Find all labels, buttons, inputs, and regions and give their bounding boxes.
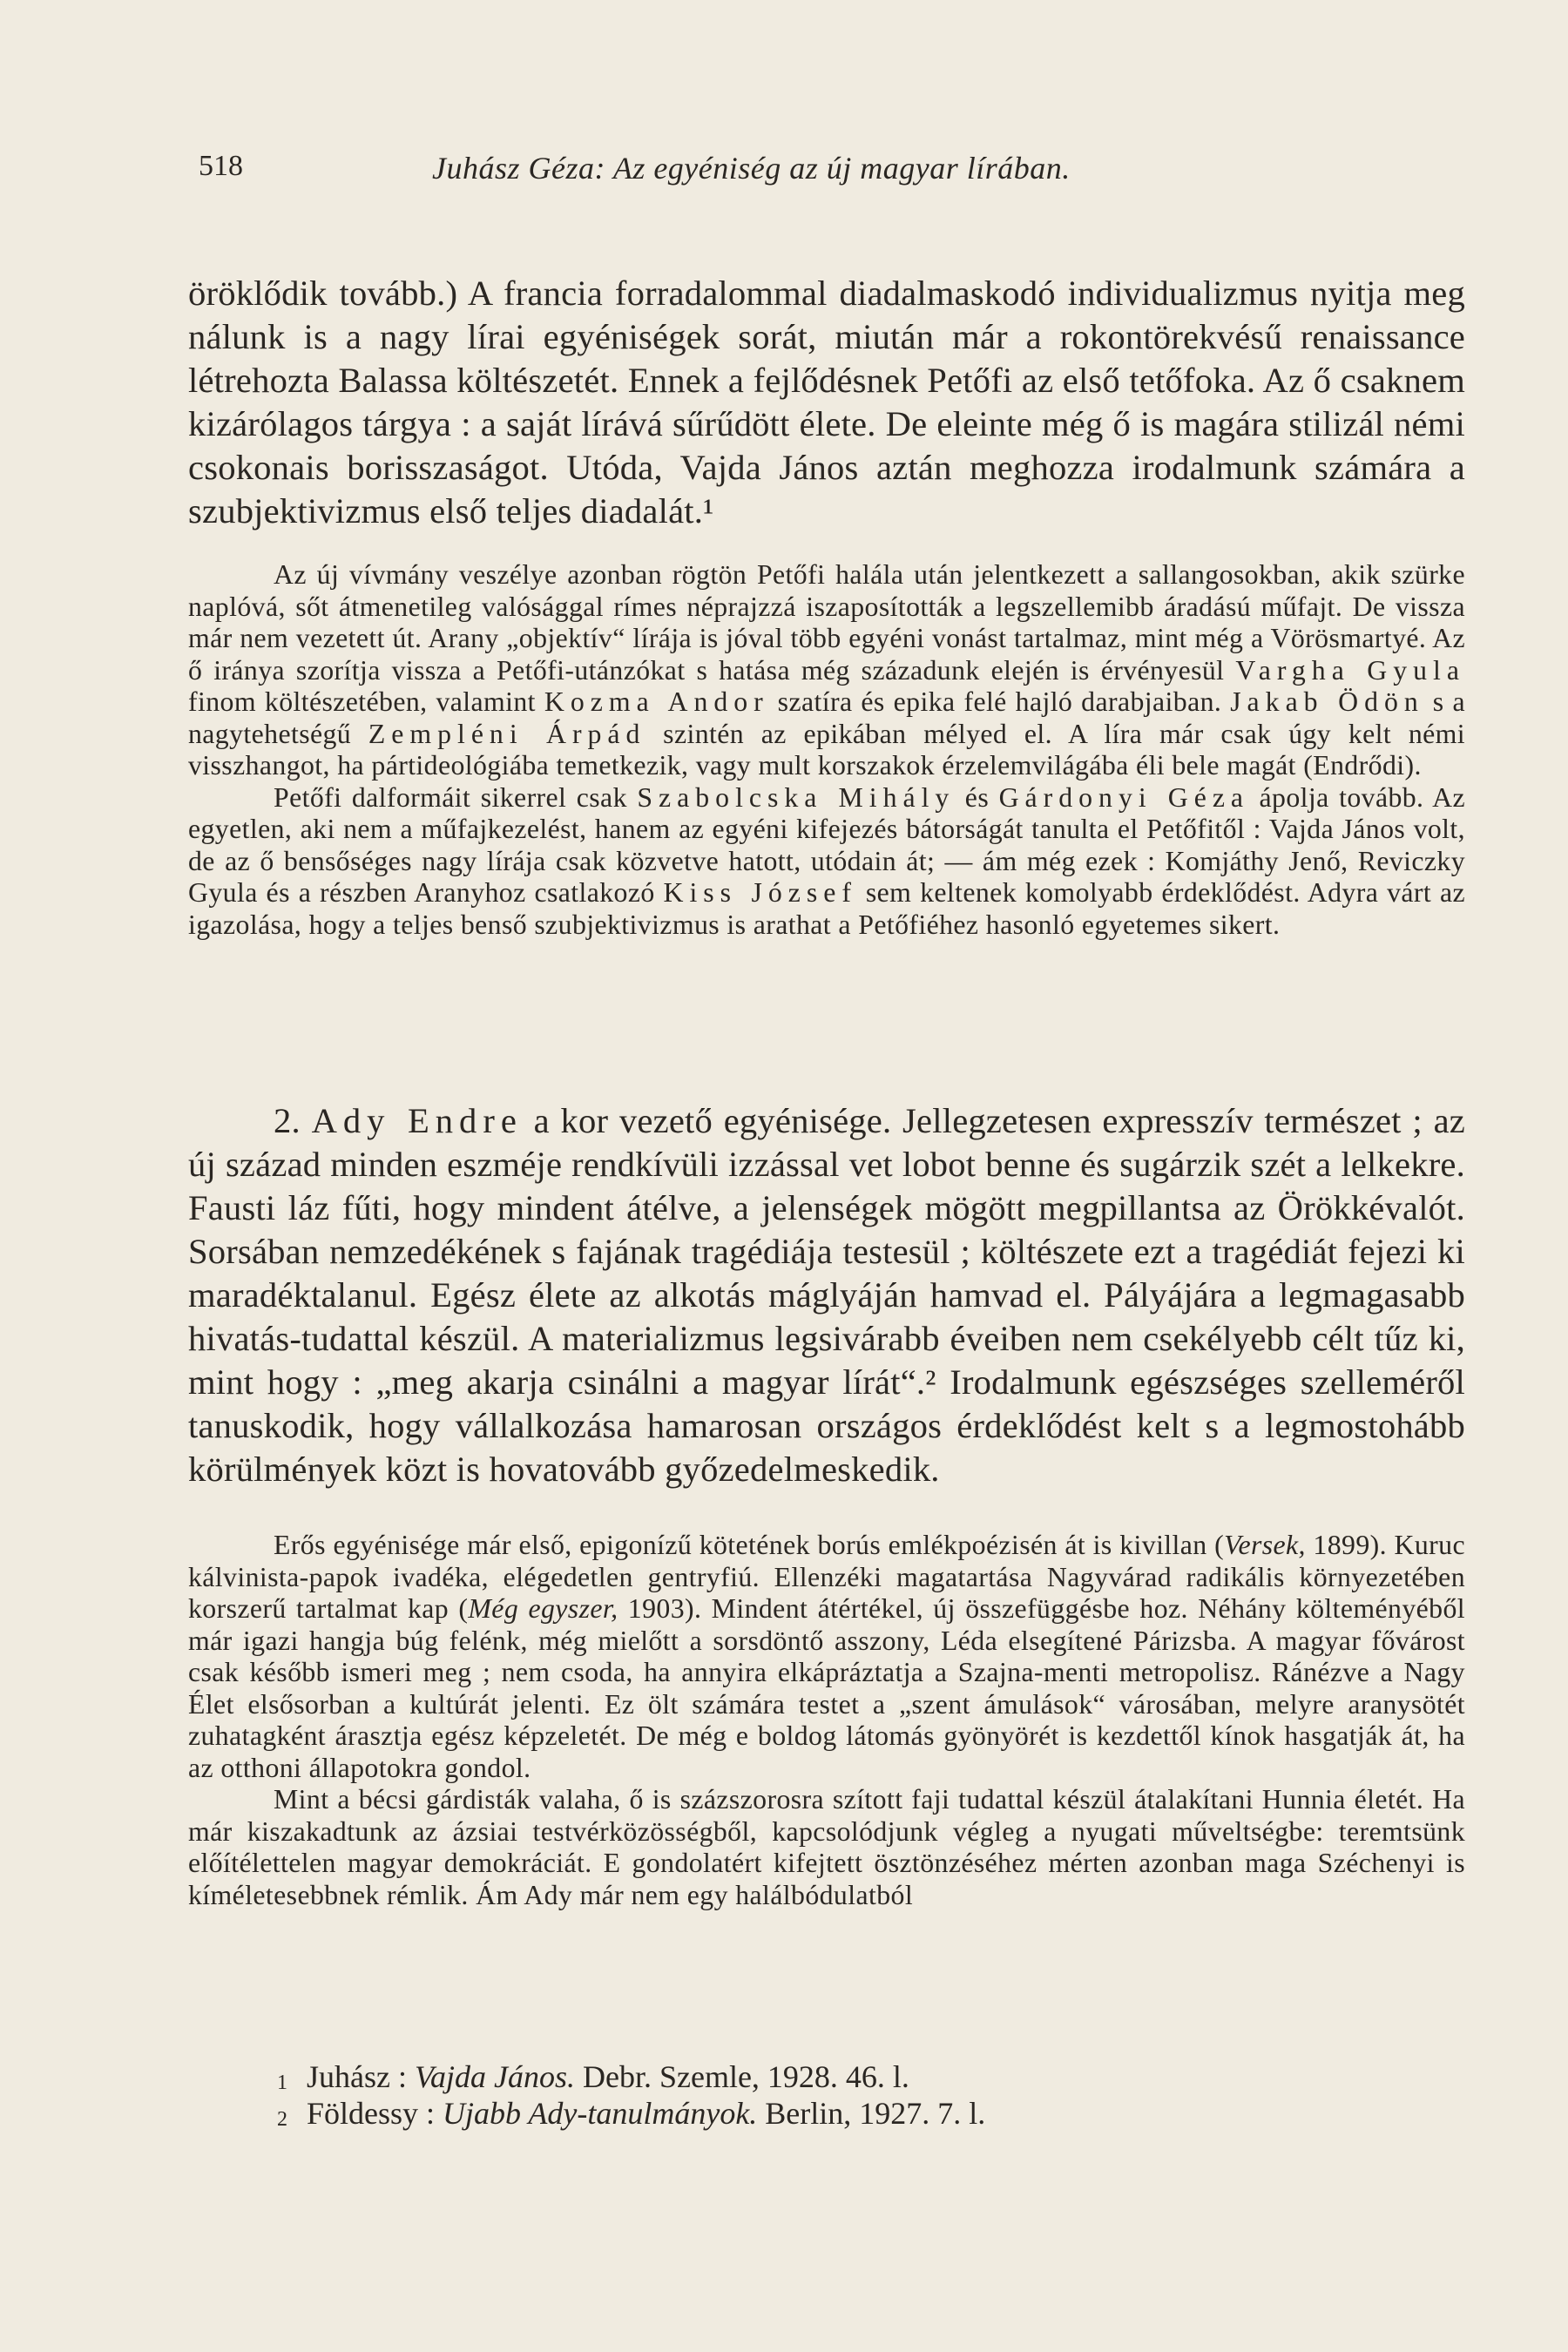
text-run: Berlin, 1927. 7. l. <box>757 2096 986 2131</box>
text-run: Erős egyénisége már első, epigonízű kötetének borús emlékpoézisén át is kivillan ( <box>274 1530 1225 1560</box>
text-run: a kor vezető egyénisége. Jellegzetesen expresszív természet ; az új század minden eszméje rendkívüli izzással vet lobot benne és sugárzik szét a lelkekre. Fausti láz fűti, hogy mindent átélve, a jelenségek mögött megpillantsa az Örökkévalót. Sorsában nemzedékének s fajának tragédiája testesül ; költészete ezt a tragédiát fejezi ki maradéktalanul. Egész élete az alkotás máglyáján hamvad el. Pályájára a legmagasabb hivatás-tudattal készül. A materializmus legsivárabb éveiben nem csekélyebb célt tűz ki, mint hogy : „meg akarja csinálni a magyar lírát“.² Irodalmunk egészséges szelleméről tanuskodik, hogy vállalkozása hamarosan országos érdeklődést kelt s a legmostohább körülmények közt is hovatovább győzedelmeskedik. <box>188 1101 1465 1489</box>
footnote-title: Vajda János. <box>414 2059 575 2094</box>
page-number: 518 <box>199 150 243 182</box>
spaced-name: Jakab Ödön <box>1230 686 1424 717</box>
section-number: 2. <box>274 1101 312 1140</box>
spaced-name: Kozma Andor <box>544 686 769 717</box>
footnote-title: Ujabb Ady-tanulmányok. <box>443 2096 758 2131</box>
body-column-middle <box>188 1099 1465 1491</box>
paragraph-continued: öröklődik tovább.) A francia forradalommal diadalmaskodó individualizmus nyitja meg nálunk is a nagy lírai egyéniségek sorát, miután már a rokontörekvésű renaissance létrehozta Balassa költészetét. Ennek a fejlődésnek Petőfi az első tetőfoka. Az ő csaknem kizárólagos tárgya : a saját lírává sűrűdött élete. De eleinte még ő is magára stilizál némi csokonais borisszaságot. Utóda, Vajda János aztán meghozza irodalmunk számára a szubjektivizmus első teljes diadalát.¹ <box>188 274 1465 531</box>
text-run: s a nagytehetségű <box>188 686 1465 749</box>
text-run: finom költészetében, valamint <box>188 686 544 717</box>
section-paragraph <box>188 1099 1465 1491</box>
book-title: Még egyszer, <box>468 1593 618 1624</box>
small-paragraph <box>188 1530 1465 1784</box>
footnote-number: 1 <box>277 2072 287 2094</box>
small-paragraph: Mint a bécsi gárdisták valaha, ő is százszorosra szított faji tudattal készül átalakítani Hunnia életét. Ha már kiszakadtunk az ázsiai testvérközösségből, kapcsolódjunk végleg a nyugati műveltségbe: teremtsünk előítélettelen magyar demokráciát. E gondolatért kifejtett ösztönzéséhez mérten azonban maga Széchenyi is kíméletesebbnek rémlik. Ám Ady már nem egy halálbódulatból <box>188 1784 1465 1910</box>
small-print-block-1 <box>188 559 1465 941</box>
text-run: szintén az epikában mélyed el. A líra már csak úgy kelt némi visszhangot, ha pártideológiába temetkezik, vagy mult korszakok érzelemvilágába éli bele magát (Endrődi). <box>188 718 1465 781</box>
footnote-text <box>307 2059 909 2094</box>
text-run: sem keltenek komolyabb érdeklődést. Adyra várt az igazolása, hogy a teljes benső szubjektivizmus is arathat a Petőfiéhez hasonló egyetemes sikert. <box>188 877 1465 940</box>
body-column-top <box>188 272 1465 533</box>
spaced-name: Vargha Gyula <box>1235 654 1466 686</box>
text-run: Földessy : <box>307 2096 443 2131</box>
text-run: és <box>955 781 999 813</box>
text-run: Debr. Szemle, 1928. 46. l. <box>574 2059 909 2094</box>
small-paragraph <box>188 559 1465 782</box>
spaced-name: Ady Endre <box>311 1101 523 1140</box>
text-run: 1899). Kuruc kálvinista-papok ivadéka, elégedetlen gentryfiú. Ellenzéki magatartása Nagyvárad radikális környezetében korszerű tartalmat kap ( <box>188 1530 1465 1624</box>
text-run: Az új vívmány veszélye azonban rögtön Petőfi halála után jelentkezett a sallangosokban, akik szürke naplóvá, sőt átmenetileg valósággal rímes néprajzzá iszaposították a legszellemibb áradású műfajt. De vissza már nem vezetett út. Arany „objektív“ lírája is jóval több egyéni vonást tartalmaz, mint még a Vörösmartyé. Az ő iránya szorítja vissza a Petőfi-utánzókat s hatása még századunk elején is érvényesül <box>188 559 1465 686</box>
spaced-name: Kiss József <box>663 877 857 908</box>
text-run: 1903). Mindent átértékel, új összefüggésbe hoz. Néhány költeményéből már igazi hangja búg felénk, még mielőtt a sorsdöntő asszony, Léda elsegítené Párizsba. A magyar fővárost csak később ismeri meg ; nem csoda, ha annyira elkápráztatja a Szajna-menti metropolisz. Ránézve a Nagy Élet elsősorban a kultúrát jelenti. Ez ölt számára testet a „szent ámulások“ városában, melyre aranysötét zuhatagként árasztja egész képzeletét. De még e boldog látomás gyönyörét is kezdettől kínok hasgatják át, ha az otthoni állapotokra gondol. <box>188 1593 1465 1783</box>
text-run: ápolja tovább. Az egyetlen, aki nem a műfajkezelést, hanem az egyéni kifejezés bátorságát tanulta el Petőfitől : Vajda János volt, de az ő bensőséges nagy lírája csak közvetve hatott, utódain át; — ám még ezek : Komjáthy Jenő, Reviczky Gyula és a részben Aranyhoz csatlakozó <box>188 781 1466 908</box>
text-run: Petőfi dalformáit sikerrel csak <box>274 781 638 813</box>
text-run: szatíra és epika felé hajló darabjaiban. <box>768 686 1231 717</box>
book-title: Versek, <box>1224 1530 1306 1560</box>
spaced-name: Zempléni Árpád <box>368 718 646 749</box>
small-print-block-2 <box>188 1530 1465 1911</box>
running-title: Juhász Géza: Az egyéniség az új magyar lírában. <box>432 151 1071 186</box>
small-paragraph <box>188 782 1465 942</box>
spaced-name: Gárdonyi Géza <box>998 781 1250 813</box>
text-run: Juhász : <box>307 2059 415 2094</box>
spaced-name: Szabolcska Mihály <box>637 781 956 813</box>
footnote-text <box>307 2096 985 2131</box>
page-header <box>199 150 1366 193</box>
footnote-number: 2 <box>277 2108 287 2131</box>
